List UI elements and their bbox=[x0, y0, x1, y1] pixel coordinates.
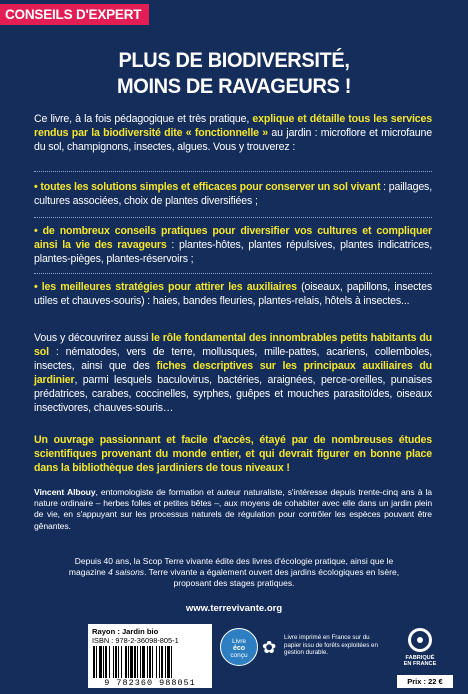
flower-icon: ✿ bbox=[262, 638, 277, 657]
barcode-bar bbox=[105, 646, 107, 678]
eco-label-2: éco bbox=[232, 645, 246, 652]
barcode-bar bbox=[96, 646, 97, 678]
barcode-bar bbox=[161, 646, 163, 678]
barcode-bar bbox=[171, 646, 172, 678]
isbn-label: ISBN : 978-2-36098-805-1 bbox=[92, 636, 179, 645]
barcode-bar bbox=[115, 646, 117, 678]
barcode-bar bbox=[149, 646, 151, 678]
barcode-bar bbox=[99, 646, 102, 678]
discover-highlight-2: fiches descriptives sur les principaux auxiliaires du jardinier bbox=[34, 359, 432, 386]
intro-paragraph bbox=[34, 113, 432, 155]
author-bio-text: , entomologiste de formation et auteur naturaliste, s'intéresse depuis trente-cinq ans à la nature ordinaire – herbes folles et petites bêtes –, aux moyens de cohabiter avec elle dans un jardin plein de vie, en s'appuyant sur les processus naturels de régulation pour contrôler les espèces pouvant être gênantes. bbox=[34, 487, 432, 531]
barcode-block bbox=[88, 624, 212, 688]
barcode-bar bbox=[121, 646, 122, 678]
discover-paragraph bbox=[34, 332, 432, 415]
discover-text-2: : nématodes, vers de terre, mollusques, mille-pattes, acariens, collemboles, insectes, ainsi que des bbox=[34, 345, 432, 372]
barcode-bar bbox=[167, 646, 170, 678]
divider bbox=[34, 273, 432, 274]
barcode-bar bbox=[134, 646, 136, 678]
barcode-bar bbox=[156, 646, 157, 678]
barcode-bar bbox=[159, 646, 160, 678]
barcode-bars bbox=[92, 646, 208, 678]
discover-text: Vous y découvrirez aussi bbox=[34, 332, 152, 344]
barcode-bar bbox=[118, 646, 119, 678]
barcode-bar bbox=[109, 646, 110, 678]
barcode-number: 9 782360 988051 bbox=[104, 678, 196, 688]
page-title bbox=[16, 47, 451, 99]
discover-highlight: le rôle fondamental des innombrables petits habitants du sol bbox=[34, 332, 432, 358]
bullet-auxiliaries bbox=[34, 281, 432, 309]
divider bbox=[34, 217, 432, 218]
eco-label-1: Livre bbox=[231, 638, 247, 645]
barcode-bar bbox=[137, 646, 138, 678]
barcode-bar bbox=[93, 646, 95, 678]
divider bbox=[34, 171, 432, 172]
ff-line-2: EN FRANCE bbox=[403, 661, 437, 668]
title-line-1: PLUS DE BIODIVERSITÉ, bbox=[118, 48, 350, 72]
intro-text-2: au jardin : microflore et microfaune du sol, champignons, insectes, algues. Vous y trouverez : bbox=[34, 126, 433, 153]
author-name: Vincent Albouy bbox=[34, 487, 96, 497]
location-pin-icon bbox=[408, 628, 432, 652]
made-in-france-text bbox=[400, 655, 440, 668]
made-in-france-logo bbox=[400, 628, 440, 668]
publisher-info bbox=[60, 556, 408, 589]
bullet-crops bbox=[34, 225, 432, 267]
barcode-bar bbox=[128, 646, 129, 678]
ff-line-1: FABRIQUÉ bbox=[405, 655, 435, 661]
intro-text: Ce livre, à la fois pédagogique et très pratique, bbox=[34, 113, 253, 125]
rayon-label: Rayon : Jardin bio bbox=[92, 627, 159, 636]
category-tag: CONSEILS D'EXPERT bbox=[0, 4, 149, 25]
website-link[interactable]: www.terrevivante.org bbox=[185, 603, 283, 614]
bullet-auxiliaries-text: (oiseaux, papillons, insectes utiles et chauves-souris) : haies, bandes fleuries, plantes-relais, hôtels à insectes... bbox=[34, 281, 432, 307]
barcode-bar bbox=[140, 646, 141, 678]
barcode-bar bbox=[103, 646, 104, 678]
publisher-text: Depuis 40 ans, la Scop Terre vivante édite des livres d'écologie pratique, ainsi que le magazine bbox=[68, 556, 394, 577]
author-bio bbox=[34, 487, 432, 532]
discover-text-3: , parmi lesquels baculovirus, bactéries, araignées, perce-oreilles, punaises prédatrices, carabes, coccinelles, syrphes, guêpes et mouches parasitoïdes, oiseaux insectivores, chauves-souris… bbox=[34, 373, 432, 414]
barcode-bar bbox=[142, 646, 145, 678]
intro-highlight: explique et détaille tous les services rendus par la biodiversité dite « fonctionnelle » bbox=[34, 113, 433, 139]
barcode-bar bbox=[130, 646, 133, 678]
eco-design-logo bbox=[220, 628, 258, 666]
bullet-auxiliaries-highlight: • les meilleures stratégies pour attirer les auxiliaires bbox=[34, 281, 297, 293]
closing-paragraph: Un ouvrage passionnant et facile d'accès, étayé par de nombreuses études scientifiques provenant du monde entier, et qui devrait figurer en bonne place dans la bibliothèque des jardiniers de tous niveaux ! bbox=[34, 434, 432, 474]
bullet-soil bbox=[34, 181, 432, 209]
barcode-bar bbox=[152, 646, 153, 678]
barcode-bar bbox=[113, 646, 114, 678]
bullet-soil-highlight: • toutes les solutions simples et efficaces pour conserver un sol vivant bbox=[34, 181, 381, 193]
bullet-crops-text: : plantes-hôtes, plantes répulsives, plantes indicatrices, plantes-pièges, plantes-réservoirs ; bbox=[34, 238, 432, 265]
price-tag: Prix : 22 € bbox=[397, 675, 453, 688]
publisher-text-2: . Terre vivante a également ouvert des jardins écologiques en Isère, proposant des stages pratiques. bbox=[144, 567, 400, 588]
eco-label-3: conçu bbox=[230, 652, 248, 659]
bullet-soil-text: : paillages, cultures associées, choix de plantes diversifiées ; bbox=[34, 181, 432, 207]
barcode-bar bbox=[125, 646, 127, 678]
magazine-name: 4 saisons bbox=[108, 567, 145, 577]
bullet-crops-highlight: • de nombreux conseils pratiques pour diversifier vos cultures et compliquer ainsi la vie des ravageurs bbox=[34, 225, 432, 251]
barcode-bar bbox=[147, 646, 148, 678]
barcode-bar bbox=[165, 646, 166, 678]
printed-in-france-note: Livre imprimé en France sur du papier issu de forêts exploitées en gestion durable. bbox=[284, 634, 378, 657]
title-line-2: MOINS DE RAVAGEURS ! bbox=[116, 74, 351, 98]
